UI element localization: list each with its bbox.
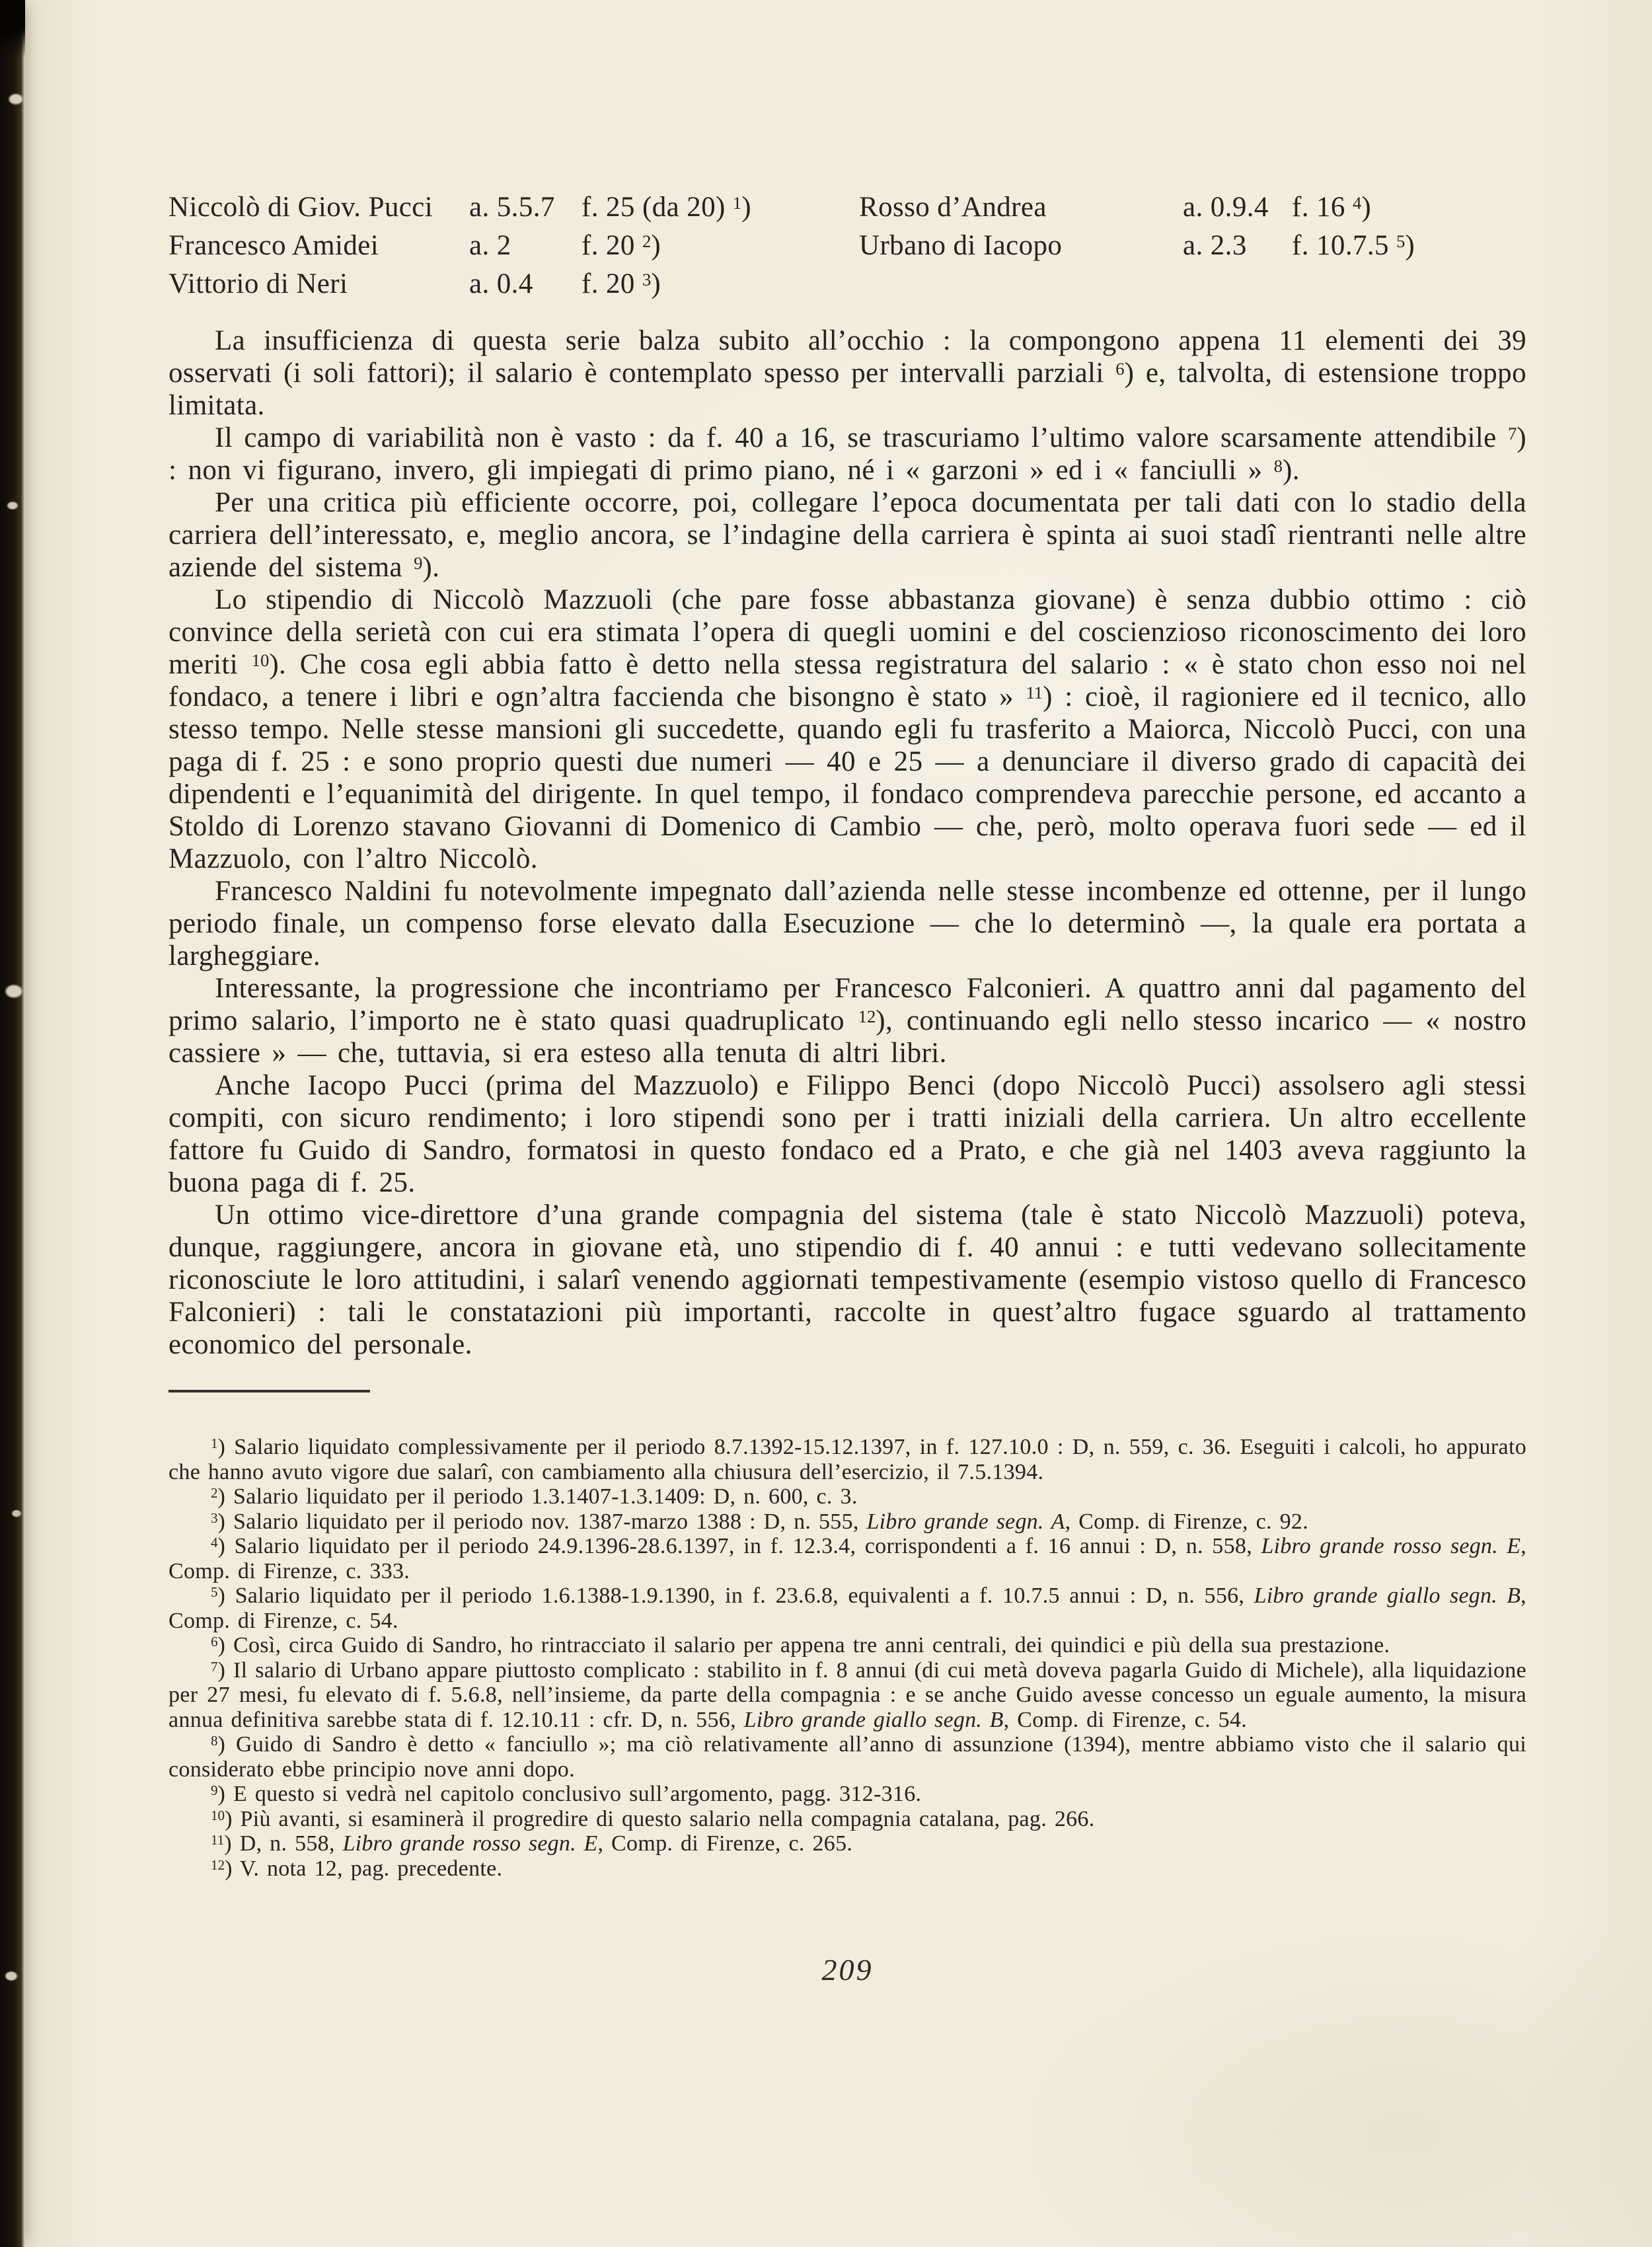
person-name: Niccolò di Giov. Pucci <box>169 192 433 223</box>
footnote-ref: 4 <box>1352 192 1362 213</box>
paragraph: Lo stipendio di Niccolò Mazzuoli (che pare fosse abbastanza giovane) è senza dubbio ottimo : ciò convince della serietà con cui era stimata l’opera di quegli uomini e del coscienzioso riconoscimento dei loro meriti $^{10}$). Che cosa egli abbia fatto è detto nella stessa registratura del salario : « è stato chon esso noi nel fondaco, a tenere i libri e ogn’altra faccienda che bisongno è stato » $^{11}$) : cioè, il ragioniere ed il tecnico, allo stesso tempo. Nelle stesse mansioni gli succedette, quando egli fu trasferito a Maiorca, Niccolò Pucci, con una paga di f. 25 : e sono proprio questi due numeri — 40 e 25 — a denunciare il diverso grado di capacità dei dipendenti e l’equanimità del dirigente. In quel tempo, il fondaco comprendeva parecchie persone, ed accanto a Stoldo di Lorenzo stavano Giovanni di Domenico di Cambio — che, però, molto operava fuori sede — ed il Mazzuolo, con l’altro Niccolò. <box>169 584 1526 874</box>
footnote-ref: 7 <box>1507 423 1517 443</box>
table-row <box>859 188 1526 227</box>
page-content <box>169 188 1526 1987</box>
footnote: $^8$) Guido di Sandro è detto « fanciullo »; ma ciò relativamente all’anno di assunzione (1394), mentre abbiamo visto che il salario qui considerato ebbe principio nove anni dopo. <box>169 1732 1526 1782</box>
footnote: $^{12}$) V. nota 12, pag. precedente. <box>211 1856 503 1881</box>
paragraph: Anche Iacopo Pucci (prima del Mazzuolo) e Filippo Benci (dopo Niccolò Pucci) assolsero agli stessi compiti, con sicuro rendimento; i loro stipendi sono per i tratti iniziali della carriera. Un altro eccellente fattore fu Guido di Sandro, formatosi in questo fondaco ed a Prato, e che già nel 1403 aveva raggiunto la buona paga di f. 25. <box>169 1070 1526 1198</box>
fiorini-value: f. 25 (da 20) $^1$) <box>582 192 751 223</box>
table-row <box>169 227 859 265</box>
footnotes <box>169 1435 1526 1881</box>
footnote-ref: 5 <box>211 1584 218 1601</box>
paragraph: Il campo di variabilità non è vasto : da f. 40 a 16, se trascuriamo l’ultimo valore scarsamente attendibile $^7$) : non vi figurano, invero, gli impiegati di primo piano, né i « garzoni » ed i « fanciulli » $^8$). <box>169 422 1526 486</box>
person-name: Rosso d’Andrea <box>859 192 1047 223</box>
footnote-ref: 1 <box>211 1435 218 1452</box>
fiorini-value: f. 20 $^2$) <box>582 230 661 261</box>
footnote-ref: 11 <box>211 1832 225 1848</box>
footnote-ref: 3 <box>642 269 652 289</box>
anni-value: a. 5.5.7 <box>469 192 555 223</box>
footnote-ref: 7 <box>211 1658 218 1675</box>
paragraph: Interessante, la progressione che incontriamo per Francesco Falconieri. A quattro anni dal pagamento del primo salario, l’importo ne è stato quasi quadruplicato $^{12}$), continuando egli nello stesso incarico — « nostro cassiere » — che, tuttavia, si era esteso alla tenuta di altri libri. <box>169 973 1526 1069</box>
footnote-ref: 9 <box>211 1782 218 1799</box>
anni-value: a. 0.9.4 <box>1183 192 1269 223</box>
italic-citation: Libro grande giallo segn. B <box>743 1707 1004 1732</box>
footnote-ref: 1 <box>732 192 742 213</box>
footnote-ref: 12 <box>211 1856 225 1873</box>
footnote: $^6$) Così, circa Guido di Sandro, ho rintracciato il salario per appena tre anni centrali, dei quindici e più della sua prestazione. <box>211 1633 1390 1657</box>
anni-value: a. 0.4 <box>469 268 533 299</box>
scan-left-edge <box>0 0 25 2247</box>
footnote: $^5$) Salario liquidato per il periodo 1.6.1388-1.9.1390, in f. 23.6.8, equivalenti a f. 10.7.5 annui : D, n. 556, Libro grande giallo segn. B, Comp. di Firenze, c. 54. <box>169 1583 1526 1633</box>
footnote-ref: 10 <box>211 1807 225 1823</box>
person-name: Urbano di Iacopo <box>859 230 1063 261</box>
footnote-ref: 9 <box>414 552 423 573</box>
footnote-ref: 6 <box>211 1634 218 1650</box>
footnote-ref: 5 <box>1396 231 1406 251</box>
footnote-ref: 2 <box>211 1485 218 1502</box>
anni-value: a. 2 <box>469 230 511 261</box>
salary-table <box>169 188 1526 303</box>
footnote-ref: 12 <box>858 1006 876 1026</box>
footnote: $^{11}$) D, n. 558, Libro grande rosso segn. E, Comp. di Firenze, c. 265. <box>211 1831 853 1856</box>
paragraph: Un ottimo vice-direttore d’una grande compagnia del sistema (tale è stato Niccolò Mazzuoli) poteva, dunque, raggiungere, ancora in giovane età, uno stipendio di f. 40 annui : e tutti vedevano sollecitamente riconosciute le loro attitudini, i salarî venendo aggiornati tempestivamente (esempio vistoso quello di Francesco Falconieri) : tali le constatazioni più importanti, raccolte in quest’altro fugace sguardo al trattamento economico del personale. <box>169 1200 1526 1360</box>
paragraph: La insufficienza di questa serie balza subito all’occhio : la compongono appena 11 elementi dei 39 osservati (i soli fattori); il salario è contemplato spesso per intervalli parziali $^6$) e, talvolta, di estensione troppo limitata. <box>169 325 1526 421</box>
fiorini-value: f. 20 $^3$) <box>582 268 661 299</box>
page-number: 209 <box>821 1953 874 1987</box>
footnote-ref: 10 <box>251 650 270 670</box>
footnote: $^9$) E questo si vedrà nel capitolo conclusivo sull’argomento, pagg. 312-316. <box>211 1782 922 1806</box>
italic-citation: Libro grande segn. A <box>866 1509 1065 1534</box>
paragraph: Francesco Naldini fu notevolmente impegnato dall’azienda nelle stesse incombenze ed ottenne, per il lungo periodo finale, un compenso forse elevato dalla Esecuzione — che lo determinò —, la quale era portata a largheggiare. <box>169 876 1526 971</box>
salary-table-right-column <box>859 188 1526 303</box>
paragraph: Per una critica più efficiente occorre, poi, collegare l’epoca documentata per tali dati con lo stadio della carriera dell’interessato, e, meglio ancora, se l’indagine della carriera è spinta ai suoi stadî rientranti nelle altre aziende del sistema $^9$). <box>169 487 1526 583</box>
person-name: Vittorio di Neri <box>169 268 348 299</box>
footnote: $^4$) Salario liquidato per il periodo 24.9.1396-28.6.1397, in f. 12.3.4, corrispondenti a f. 16 annui : D, n. 558, Libro grande rosso segn. E, Comp. di Firenze, c. 333. <box>169 1534 1526 1583</box>
table-row <box>169 188 859 227</box>
footnote: $^7$) Il salario di Urbano appare piuttosto complicato : stabilito in f. 8 annui (di cui metà doveva pagarla Guido di Michele), alla liquidazione per 27 mesi, fu elevato di f. 5.6.8, nell’insieme, da parte della compagnia : e se anche Guido avesse concesso un eguale aumento, la misura annua definitiva sarebbe stata di f. 12.10.11 : cfr. D, n. 556, Libro grande giallo segn. B, Comp. di Firenze, c. 54. <box>169 1657 1526 1732</box>
fiorini-value: f. 10.7.5 $^5$) <box>1292 230 1415 261</box>
body-text <box>169 324 1526 1361</box>
italic-citation: Libro grande giallo segn. B <box>1254 1583 1521 1608</box>
table-row <box>169 265 859 303</box>
salary-table-left-column <box>169 188 859 303</box>
footnote-ref: 11 <box>1026 682 1043 703</box>
anni-value: a. 2.3 <box>1183 230 1247 261</box>
footnote-ref: 2 <box>642 231 652 251</box>
footnote-ref: 8 <box>1273 455 1283 476</box>
footnote: $^{10}$) Più avanti, si esaminerà il progredire di questo salario nella compagnia catalana, pag. 266. <box>211 1806 1095 1831</box>
person-name: Francesco Amidei <box>169 230 379 261</box>
footnote: $^1$) Salario liquidato complessivamente per il periodo 8.7.1392-15.12.1397, in f. 127.10.0 : D, n. 559, c. 36. Eseguiti i calcoli, ho appurato che hanno avuto vigore due salarî, con cambiamento alla chiusura dell’esercizio, il 7.5.1394. <box>169 1435 1526 1484</box>
italic-citation: Libro grande rosso segn. E <box>342 1831 598 1856</box>
fiorini-value: f. 16 $^4$) <box>1292 192 1372 223</box>
footnote-ref: 8 <box>211 1733 218 1749</box>
footnote-ref: 3 <box>211 1509 218 1526</box>
footnote-ref: 4 <box>211 1535 218 1551</box>
footnote-rule <box>169 1390 370 1392</box>
footnote: $^2$) Salario liquidato per il periodo 1.3.1407-1.3.1409: D, n. 600, c. 3. <box>211 1484 858 1509</box>
italic-citation: Libro grande rosso segn. E <box>1261 1534 1521 1558</box>
table-row <box>859 227 1526 265</box>
footnote-ref: 6 <box>1115 358 1125 379</box>
footnote: $^3$) Salario liquidato per il periodo nov. 1387-marzo 1388 : D, n. 555, Libro grande segn. A, Comp. di Firenze, c. 92. <box>211 1509 1309 1534</box>
